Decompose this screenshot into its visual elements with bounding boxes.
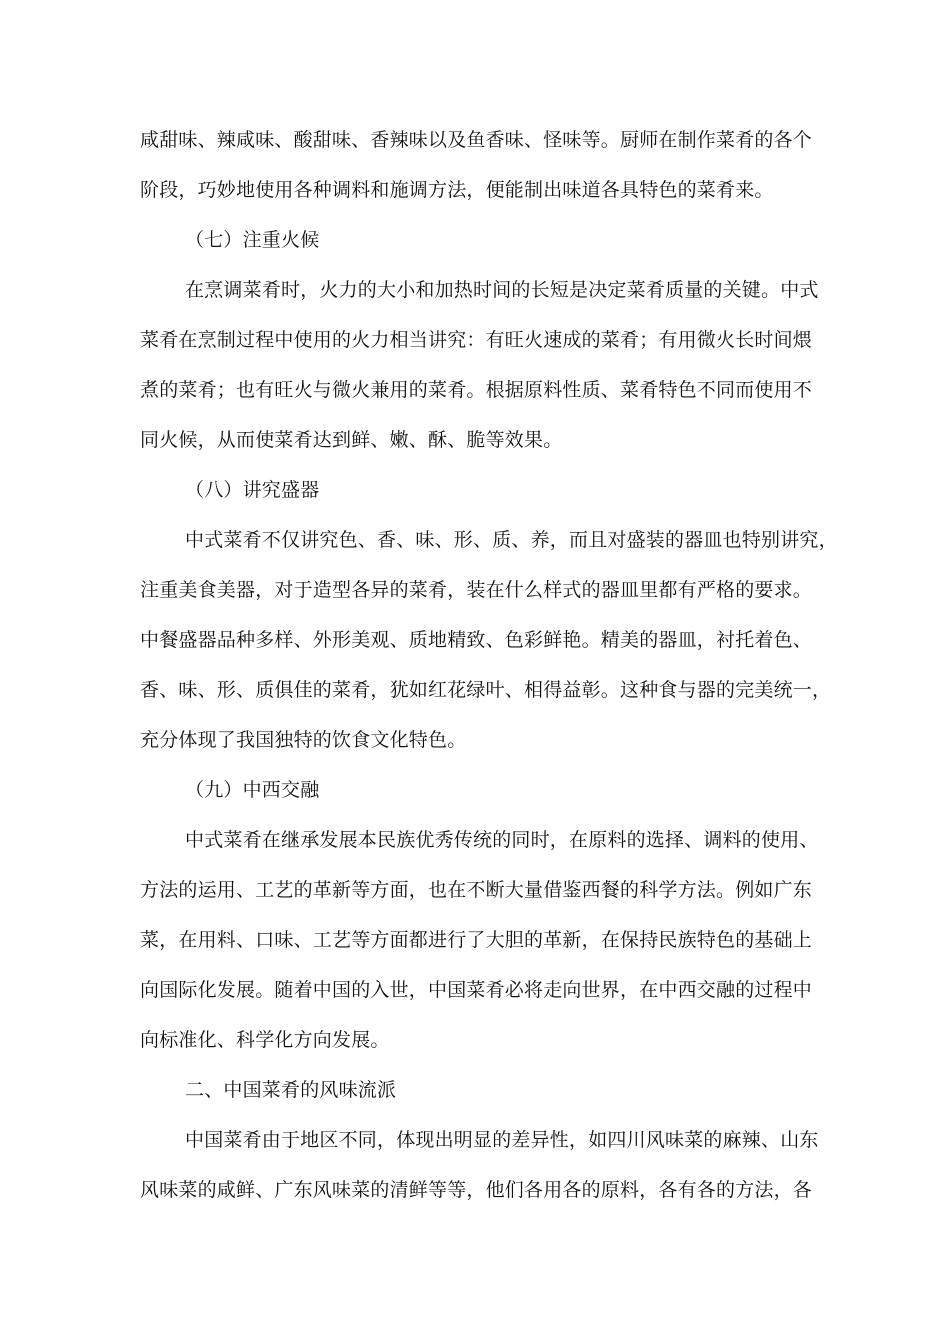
body-text-line: 咸甜味、辣咸味、酸甜味、香辣味以及鱼香味、怪味等。厨师在制作菜肴的各个 (140, 129, 813, 151)
section-heading-7: （七）注重火候 (185, 229, 320, 251)
body-text-line: 注重美食美器，对于造型各异的菜肴，装在什么样式的器皿里都有严格的要求。 (140, 579, 813, 601)
body-text-line: 中式菜肴不仅讲究色、香、味、形、质、养，而且对盛装的器皿也特别讲究， (185, 529, 838, 551)
body-text-line: 煮的菜肴；也有旺火与微火兼用的菜肴。根据原料性质、菜肴特色不同而使用不 (140, 379, 813, 401)
body-text-line: 方法的运用、工艺的革新等方面，也在不断大量借鉴西餐的科学方法。例如广东 (140, 879, 813, 901)
body-text-line: 菜，在用料、口味、工艺等方面都进行了大胆的革新，在保持民族特色的基础上 (140, 929, 813, 951)
body-text-line: 风味菜的咸鲜、广东风味菜的清鲜等等，他们各用各的原料，各有各的方法，各 (140, 1179, 813, 1201)
section-heading-8: （八）讲究盛器 (185, 479, 320, 501)
body-text-line: 中国菜肴由于地区不同，体现出明显的差异性，如四川风味菜的麻辣、山东 (185, 1129, 819, 1151)
body-text-line: 中式菜肴在继承发展本民族优秀传统的同时，在原料的选择、调料的使用、 (185, 829, 819, 851)
chapter-heading-2: 二、中国菜肴的风味流派 (185, 1079, 397, 1101)
body-text-line: 中餐盛器品种多样、外形美观、质地精致、色彩鲜艳。精美的器皿，衬托着色、 (140, 629, 813, 651)
body-text-line: 香、味、形、质俱佳的菜肴，犹如红花绿叶、相得益彰。这种食与器的完美统一， (140, 679, 832, 701)
body-text-line: 阶段，巧妙地使用各种调料和施调方法，便能制出味道各具特色的菜肴来。 (140, 179, 774, 201)
body-text-line: 同火候，从而使菜肴达到鲜、嫩、酥、脆等效果。 (140, 429, 563, 451)
body-text-line: 充分体现了我国独特的饮食文化特色。 (140, 729, 467, 751)
section-heading-9: （九）中西交融 (185, 779, 320, 801)
body-text-line: 向标准化、科学化方向发展。 (140, 1029, 390, 1051)
body-text-line: 在烹调菜肴时，火力的大小和加热时间的长短是决定菜肴质量的关键。中式 (185, 279, 819, 301)
body-text-line: 向国际化发展。随着中国的入世，中国菜肴必将走向世界，在中西交融的过程中 (140, 979, 813, 1001)
body-text-line: 菜肴在烹制过程中使用的火力相当讲究：有旺火速成的菜肴；有用微火长时间煨 (140, 329, 813, 351)
